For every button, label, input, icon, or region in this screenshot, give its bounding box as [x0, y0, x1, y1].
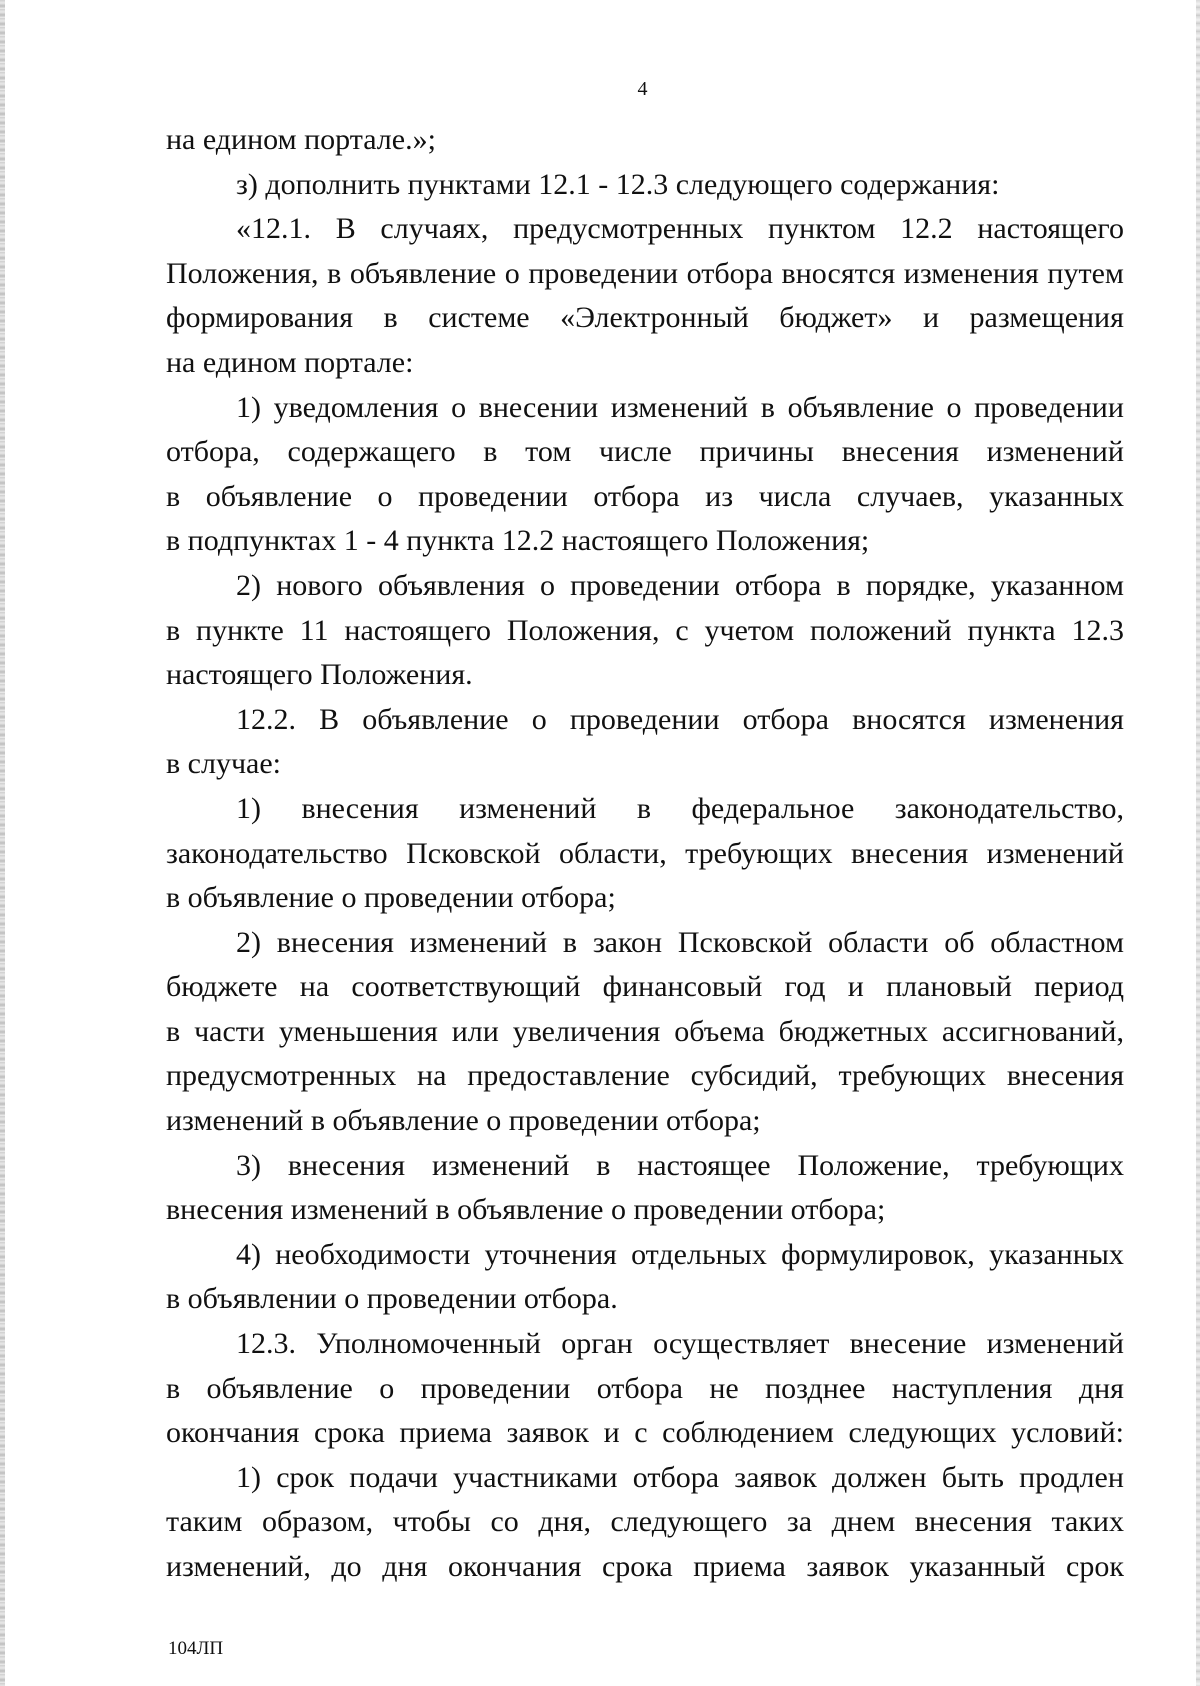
word: требующих: [685, 836, 833, 870]
word: окончания: [447, 1550, 582, 1583]
word: отбора: [686, 256, 773, 290]
word: и: [922, 301, 940, 335]
word: порядке,: [865, 568, 976, 602]
word: предоставление: [467, 1059, 670, 1093]
document-body: [166, 118, 1124, 1590]
text-line: [166, 296, 1124, 341]
text-line: [166, 252, 1124, 297]
word: В: [319, 702, 340, 736]
word: в: [562, 925, 578, 959]
word: закон: [592, 925, 663, 959]
word: отбора: [593, 479, 680, 513]
word: Псковской: [677, 925, 813, 959]
word: отбора,: [166, 435, 260, 469]
word: настоящего: [344, 613, 492, 647]
word: или: [451, 1014, 499, 1048]
word: Псковской: [406, 836, 541, 870]
text-line: [166, 965, 1124, 1010]
scan-edge-right: [1196, 0, 1200, 1686]
word: внесения: [841, 435, 959, 469]
word: год: [784, 970, 826, 1004]
word: на: [417, 1059, 447, 1093]
word: объема: [674, 1014, 765, 1048]
word: Положения,: [166, 256, 319, 290]
word: днем: [831, 1505, 896, 1539]
word: Положение,: [797, 1148, 950, 1182]
word: в: [483, 435, 498, 469]
word: в: [596, 1148, 611, 1182]
word: изменения: [988, 702, 1124, 736]
text-line: [166, 787, 1124, 832]
word: том: [525, 435, 572, 469]
text-line: на едином портале:: [166, 345, 414, 379]
word: размещения: [969, 301, 1124, 335]
word: срок: [1066, 1550, 1124, 1583]
word: бюджетных: [778, 1014, 928, 1048]
word: изменений: [986, 1327, 1124, 1361]
word: срока: [601, 1550, 673, 1583]
word: проведении: [974, 390, 1124, 424]
word: следующего: [610, 1505, 768, 1539]
text-line: изменений в объявление о проведении отбора;: [166, 1104, 761, 1138]
word: о: [377, 479, 393, 513]
word: системе: [428, 301, 530, 335]
word: ассигнований,: [941, 1014, 1124, 1048]
word: предусмотренных: [513, 212, 744, 246]
word: и: [847, 970, 864, 1004]
word: участниками: [453, 1460, 618, 1494]
word: «Электронный: [560, 301, 749, 335]
word: внесения: [276, 925, 394, 959]
word: Положения,: [506, 613, 660, 647]
word: субсидий,: [690, 1059, 818, 1093]
word: в: [636, 791, 651, 825]
word: объявление: [206, 1371, 353, 1405]
word: внесения: [914, 1505, 1032, 1539]
word: увеличения: [512, 1014, 661, 1048]
word: требующих: [838, 1059, 986, 1093]
word: отбора: [735, 568, 822, 602]
text-line: [166, 475, 1124, 520]
word: срок: [276, 1460, 335, 1494]
word: 12.3.: [236, 1327, 296, 1361]
word: срока: [314, 1416, 385, 1450]
word: за: [786, 1505, 813, 1539]
word: проведении: [569, 702, 720, 736]
text-line: в подпунктах 1 - 4 пункта 12.2 настоящего Положения;: [166, 524, 870, 558]
word: пункта: [967, 613, 1056, 647]
word: заявок: [506, 1416, 589, 1450]
text-line: [166, 1144, 1124, 1189]
word: предусмотренных: [166, 1059, 397, 1093]
word: указанном: [990, 568, 1124, 602]
word: требующих: [976, 1148, 1124, 1182]
word: внесении: [478, 390, 599, 424]
word: изменений: [409, 925, 548, 959]
word: в: [166, 613, 181, 647]
word: дня: [1078, 1371, 1124, 1405]
text-line: [166, 1456, 1124, 1501]
text-line: [166, 1054, 1124, 1099]
word: об: [944, 925, 975, 959]
word: на: [299, 970, 330, 1004]
word: числа: [758, 479, 832, 513]
word: 12.2: [900, 212, 953, 246]
word: с: [675, 613, 689, 647]
word: о: [451, 390, 467, 424]
word: отбора: [596, 1371, 683, 1405]
word: бюджете: [166, 970, 278, 1004]
word: причины: [699, 435, 814, 469]
word: 1): [236, 1460, 261, 1494]
word: о: [539, 568, 555, 602]
word: 4): [236, 1237, 261, 1271]
word: формулировок,: [781, 1237, 975, 1271]
text-line: [166, 564, 1124, 609]
word: внесения: [301, 791, 419, 825]
word: законодательство: [166, 836, 388, 870]
word: в: [166, 1371, 181, 1405]
word: период: [1034, 970, 1124, 1004]
text-line: [166, 1500, 1124, 1545]
word: законодательство,: [894, 791, 1124, 825]
text-line: [166, 609, 1124, 654]
text-line: [166, 1411, 1124, 1456]
word: нового: [276, 568, 363, 602]
text-line: [166, 1010, 1124, 1055]
word: со: [490, 1505, 519, 1539]
word: дня: [382, 1550, 428, 1583]
word: случаев,: [856, 479, 964, 513]
word: условий:: [1011, 1416, 1124, 1450]
word: формирования: [166, 301, 354, 335]
word: окончания: [166, 1416, 300, 1450]
word: соблюдением: [662, 1416, 834, 1450]
text-line: [166, 1545, 1124, 1590]
text-line: [166, 1367, 1124, 1412]
word: с: [634, 1416, 648, 1450]
word: и: [603, 1416, 620, 1450]
word: внесение: [849, 1327, 967, 1361]
word: проведении: [420, 1371, 571, 1405]
word: отдельных: [631, 1237, 767, 1271]
word: области,: [558, 836, 667, 870]
word: объявления: [377, 568, 525, 602]
word: области: [828, 925, 929, 959]
word: дня,: [538, 1505, 591, 1539]
word: уточнения: [484, 1237, 617, 1271]
text-line: [166, 698, 1124, 743]
word: внесения: [287, 1148, 406, 1182]
word: орган: [561, 1327, 633, 1361]
text-line: [166, 1233, 1124, 1278]
text-line: [166, 1322, 1124, 1367]
text-line: на едином портале.»;: [166, 123, 436, 156]
word: в: [327, 256, 342, 290]
word: указанных: [989, 1237, 1124, 1271]
word: из: [705, 479, 734, 513]
word: внесения: [1006, 1059, 1124, 1093]
word: заявок: [806, 1550, 889, 1583]
text-line: [166, 921, 1124, 966]
word: следующих: [848, 1416, 997, 1450]
word: уведомления: [273, 390, 439, 424]
word: в: [836, 568, 851, 602]
word: в: [166, 1014, 181, 1048]
word: случаях,: [380, 212, 489, 246]
text-line: [166, 207, 1124, 252]
word: изменений: [431, 1148, 570, 1182]
word: быть: [941, 1460, 1004, 1494]
word: содержащего: [287, 435, 456, 469]
word: объявление: [362, 702, 509, 736]
word: чтобы: [392, 1505, 471, 1539]
word: уменьшения: [278, 1014, 438, 1048]
word: продлен: [1019, 1460, 1124, 1494]
word: путем: [1047, 256, 1124, 290]
word: федеральное: [691, 791, 855, 825]
word: изменений: [986, 435, 1124, 469]
word: не: [709, 1371, 739, 1405]
word: изменений,: [166, 1550, 311, 1583]
word: должен: [831, 1460, 927, 1494]
text-line: настоящего Положения.: [166, 658, 473, 692]
word: наступления: [891, 1371, 1053, 1405]
scan-edge-left: [0, 0, 5, 1686]
word: о: [379, 1371, 395, 1405]
word: 2): [236, 925, 261, 959]
word: 12.3: [1071, 613, 1124, 647]
page-number: 4: [637, 78, 648, 100]
word: в: [760, 390, 775, 424]
word: осуществляет: [653, 1327, 830, 1361]
word: учетом: [704, 613, 795, 647]
word: изменения: [903, 256, 1039, 290]
word: образом,: [261, 1505, 374, 1539]
word: 2): [236, 568, 261, 602]
word: до: [331, 1550, 362, 1583]
word: объявление: [787, 390, 934, 424]
text-line: в объявлении о проведении отбора.: [166, 1282, 618, 1316]
word: о: [531, 702, 547, 736]
word: объявление: [349, 256, 497, 290]
word: плановый: [886, 970, 1012, 1004]
word: изменений: [986, 836, 1124, 870]
word: приема: [399, 1416, 492, 1450]
word: пункте: [196, 613, 284, 647]
word: необходимости: [275, 1237, 471, 1271]
word: о: [504, 256, 520, 290]
document-code: 104ЛП: [168, 1638, 224, 1659]
word: приема: [693, 1550, 786, 1583]
word: отбора: [632, 1460, 720, 1494]
word: «12.1.: [236, 212, 311, 246]
text-line: [166, 430, 1124, 475]
word: части: [194, 1014, 265, 1048]
word: объявление: [205, 479, 353, 513]
word: проведении: [570, 568, 720, 602]
word: проведении: [528, 256, 679, 290]
word: в: [383, 301, 398, 335]
text-line: в объявление о проведении отбора;: [166, 881, 616, 915]
word: 3): [236, 1148, 261, 1182]
word: бюджет»: [779, 301, 893, 335]
word: 12.2.: [236, 702, 296, 736]
word: внесения: [851, 836, 969, 870]
word: настоящее: [637, 1148, 771, 1182]
word: пунктом: [768, 212, 876, 246]
word: 11: [299, 613, 329, 647]
word: в: [166, 479, 181, 513]
word: соответствующий: [351, 970, 581, 1004]
word: указанный: [909, 1550, 1046, 1583]
word: областном: [990, 925, 1124, 959]
word: отбора: [742, 702, 829, 736]
word: изменений: [459, 791, 597, 825]
word: подачи: [349, 1460, 438, 1494]
word: положений: [809, 613, 952, 647]
word: финансовый: [602, 970, 763, 1004]
word: числе: [599, 435, 672, 469]
word: 1): [236, 390, 261, 424]
word: настоящего: [977, 212, 1124, 246]
text-line: в случае:: [166, 747, 282, 781]
word: таких: [1051, 1505, 1124, 1539]
word: позднее: [765, 1371, 866, 1405]
word: о: [946, 390, 962, 424]
word: 1): [236, 791, 261, 825]
word: вносятся: [852, 702, 966, 736]
text-line: [166, 386, 1124, 431]
text-line: внесения изменений в объявление о проведении отбора;: [166, 1193, 886, 1227]
word: указанных: [989, 479, 1124, 513]
text-line: [166, 832, 1124, 877]
word: вносятся: [781, 256, 896, 290]
word: проведении: [418, 479, 568, 513]
word: заявок: [734, 1460, 817, 1494]
word: таким: [166, 1505, 243, 1539]
text-line: з) дополнить пунктами 12.1 - 12.3 следующего содержания:: [236, 167, 1000, 201]
word: В: [335, 212, 356, 246]
word: изменений: [610, 390, 749, 424]
word: Уполномоченный: [316, 1327, 541, 1361]
